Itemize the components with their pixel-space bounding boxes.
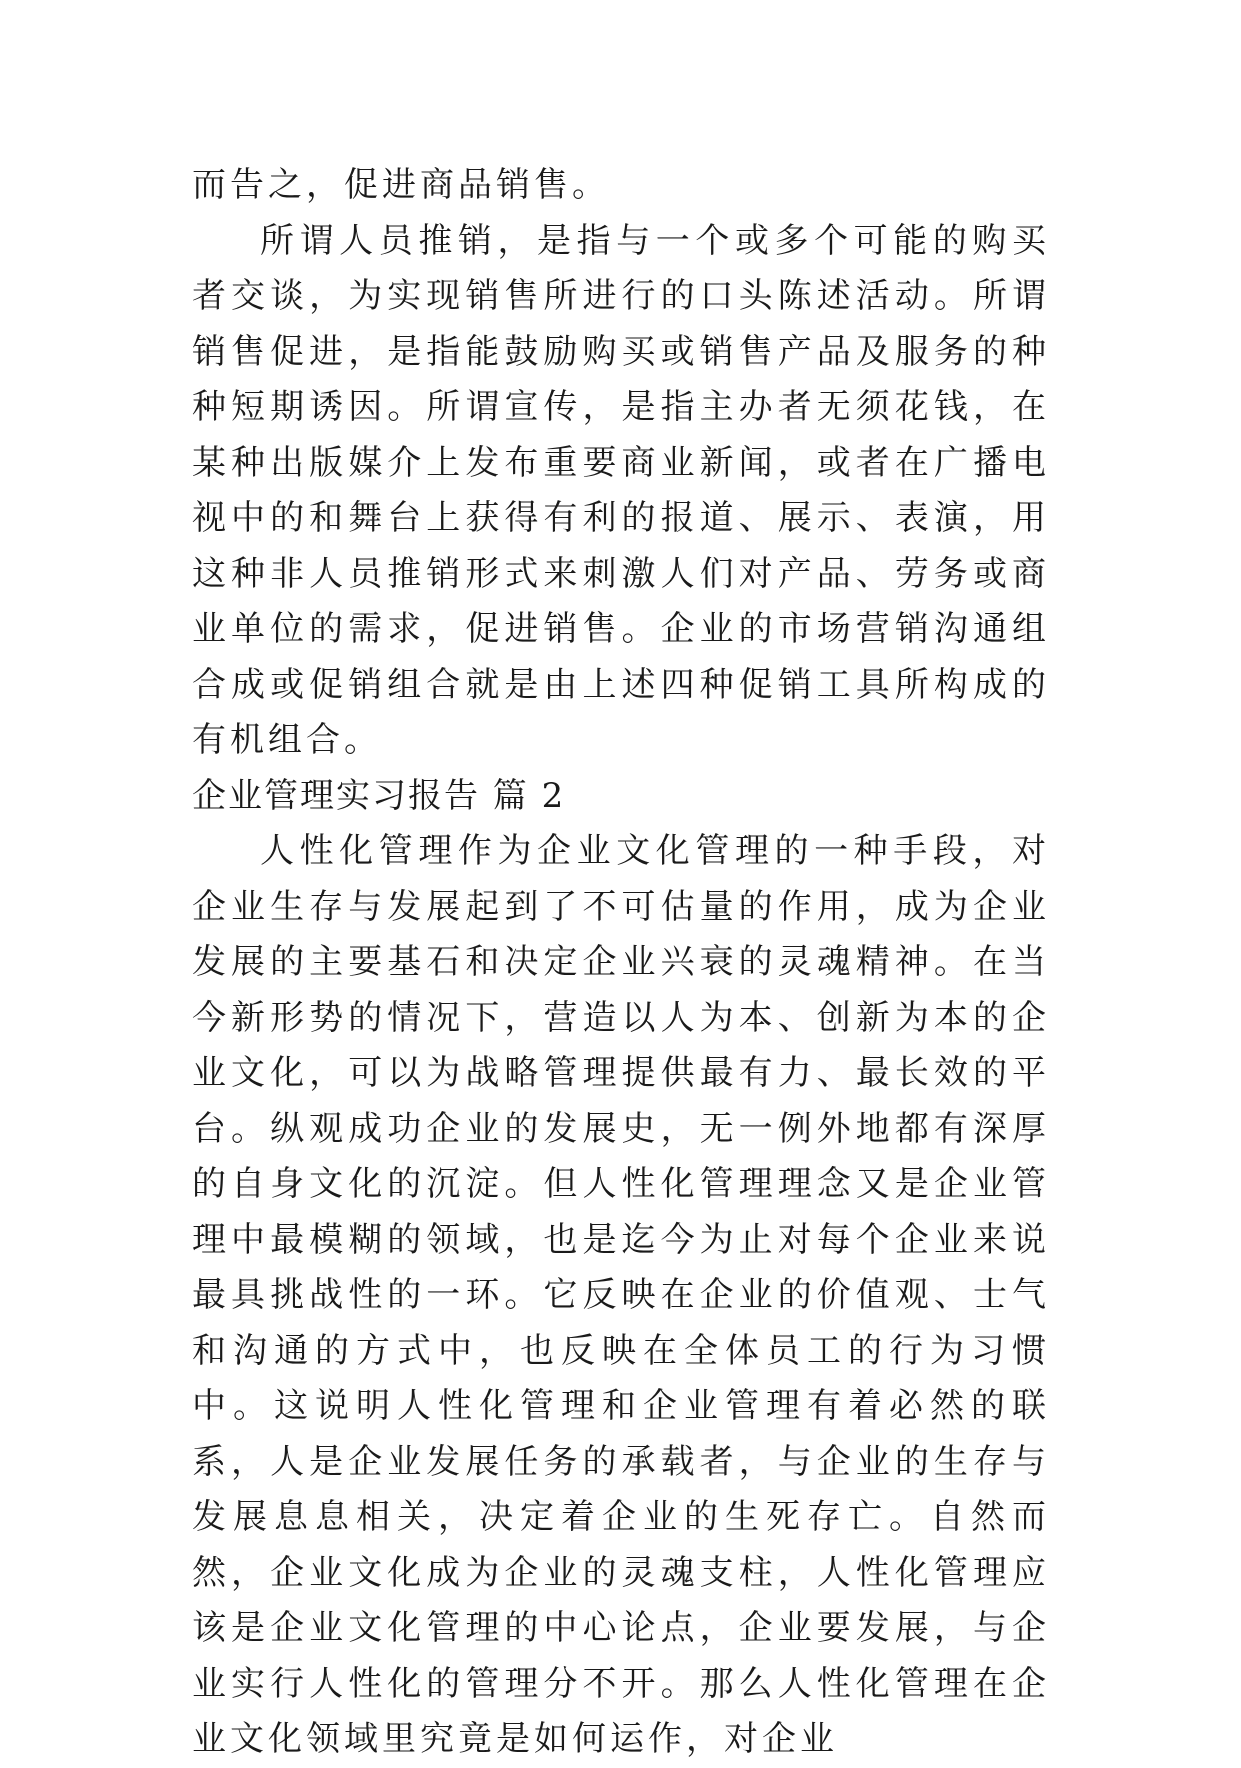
body-paragraph-1: 所谓人员推销，是指与一个或多个可能的购买者交谈，为实现销售所进行的口头陈述活动。所谓销售促进，是指能鼓励购买或销售产品及服务的种种短期诱因。所谓宣传，是指主办者无须花钱，在某种出版媒介上发布重要商业新闻，或者在广播电视中的和舞台上获得有利的报道、展示、表演，用这种非人员推销形式来刺激人们对产品、劳务或商业单位的需求，促进销售。企业的市场营销沟通组合成或促销组合就是由上述四种促销工具所构成的有机组合。	[192, 220, 1050, 760]
body-paragraph-2: 人性化管理作为企业文化管理的一种手段，对企业生存与发展起到了不可估量的作用，成为企业发展的主要基石和决定企业兴衰的灵魂精神。在当今新形势的情况下，营造以人为本、创新为本的企业文化，可以为战略管理提供最有力、最长效的平台。纵观成功企业的发展史，无一例外地都有深厚的自身文化的沉淀。但人性化管理理念又是企业管理中最模糊的领域，也是迄今为止对每个企业来说最具挑战性的一环。它反映在企业的价值观、士气和沟通的方式中，也反映在全体员工的行为习惯中。这说明人性化管理和企业管理有着必然的联系，人是企业发展任务的承载者，与企业的生存与发展息息相关，决定着企业的生死存亡。自然而然，企业文化成为企业的灵魂支柱，人性化管理应该是企业文化管理的中心论点，企业要发展，与企业实行人性化的管理分不开。那么人性化管理在企业文化领域里究竟是如何运作，对企业	[192, 831, 1050, 1759]
continuation-paragraph: 而告之，促进商品销售。	[192, 165, 610, 205]
document-body	[192, 158, 1050, 1768]
section-title: 企业管理实习报告 篇 2	[192, 775, 566, 816]
